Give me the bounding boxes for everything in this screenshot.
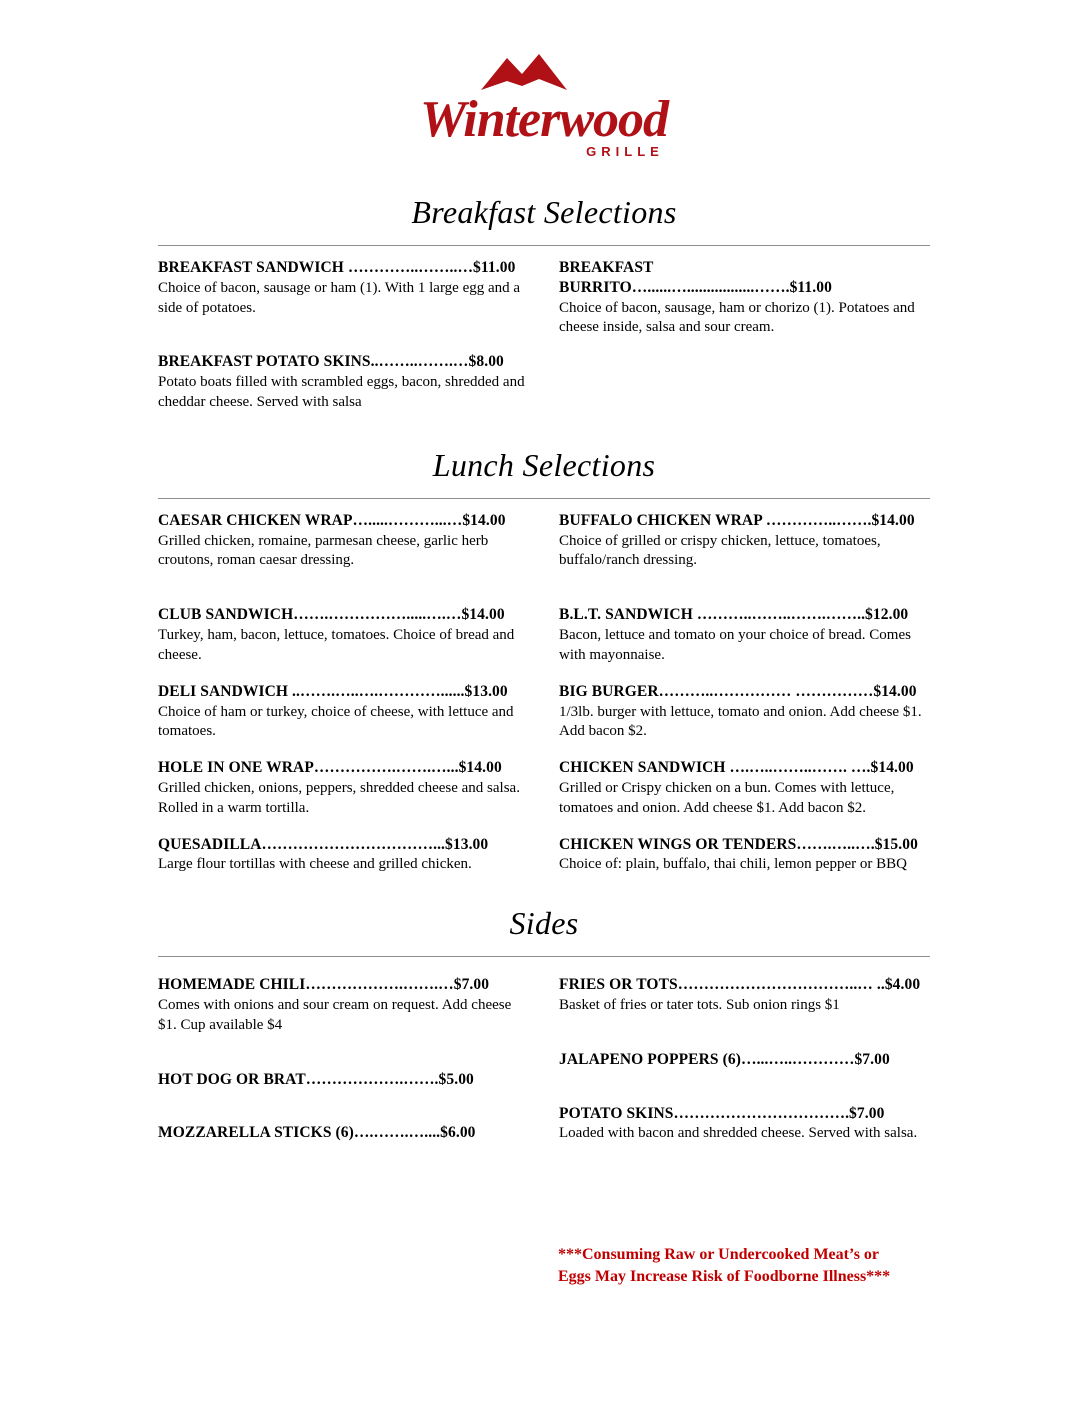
menu-item-description: Grilled chicken, onions, peppers, shredded cheese and salsa. Rolled in a warm tortilla. <box>158 779 520 816</box>
menu-item <box>158 682 529 742</box>
menu-item-title: BIG BURGER………..…………… ……………$14.00 <box>559 682 917 700</box>
sides-column-right <box>559 975 930 1144</box>
menu-item <box>559 975 930 1016</box>
disclaimer-line-1: ***Consuming Raw or Undercooked Meat’s or <box>558 1246 880 1264</box>
menu-item-title: BREAKFAST SANDWICH …………..……..…$11.00 <box>158 259 516 276</box>
menu-item-description: Basket of fries or tater tots. Sub onion rings $1 <box>559 996 840 1013</box>
menu-item-description: Choice of bacon, sausage, ham or chorizo (1). Potatoes and cheese inside, salsa and sour cream. <box>559 299 915 336</box>
menu-item-title: CAESAR CHICKEN WRAP….....………...…$14.00 <box>158 511 506 529</box>
menu-item-title: B.L.T. SANDWICH ………..……..…….……..$12.00 <box>559 606 909 624</box>
menu-item-description: Choice of bacon, sausage or ham (1). With 1 large egg and a side of potatoes. <box>158 279 521 316</box>
section-title-sides: Sides <box>509 905 579 942</box>
menu-item <box>158 1123 529 1143</box>
logo-container <box>0 0 1088 172</box>
menu-item-title: BUFFALO CHICKEN WRAP …………..…….$14.00 <box>559 511 915 529</box>
svg-text:Winterwood: Winterwood <box>419 91 669 148</box>
menu-item <box>559 1104 930 1145</box>
section-divider-lunch <box>158 498 930 499</box>
section-title-breakfast: Breakfast Selections <box>411 194 677 230</box>
menu-item-title: DELI SANDWICH ..…….…..….…………......$13.00 <box>158 682 508 700</box>
lunch-column-right <box>559 511 930 875</box>
menu-item-description: Bacon, lettuce and tomato on your choice of bread. Comes with mayonnaise. <box>559 627 911 663</box>
menu-item-title: MOZZARELLA STICKS (6)….…….…....$6.00 <box>158 1124 476 1142</box>
menu-item-title: BREAKFAST POTATO SKINS..……..…….…$8.00 <box>158 353 504 371</box>
menu-item-description: Grilled chicken, romaine, parmesan cheese, garlic herb croutons, roman caesar dressing. <box>158 532 489 569</box>
menu-item-description: Choice of grilled or crispy chicken, lettuce, tomatoes, buffalo/ranch dressing. <box>559 532 881 569</box>
winterwood-grille-logo <box>389 52 699 172</box>
menu-item <box>158 975 529 1035</box>
breakfast-items <box>158 258 930 413</box>
menu-item-title: CHICKEN SANDWICH ….…..……..……. ….$14.00 <box>559 759 914 777</box>
menu-item <box>559 682 930 742</box>
menu-item-title: QUESADILLA……………………………...$13.00 <box>158 835 489 853</box>
menu-item-description: Choice of ham or turkey, choice of cheese, with lettuce and tomatoes. <box>158 703 514 740</box>
menu-item-description: Comes with onions and sour cream on request. Add cheese $1. Cup available $4 <box>158 996 512 1033</box>
menu-item-description: Turkey, ham, bacon, lettuce, tomatoes. Choice of bread and cheese. <box>158 627 515 663</box>
section-divider-sides <box>158 956 930 957</box>
menu-item-description: Large flour tortillas with cheese and grilled chicken. <box>158 856 472 873</box>
breakfast-column-right <box>559 258 930 338</box>
menu-item <box>158 835 529 876</box>
menu-item-description: Potato boats filled with scrambled eggs, bacon, shredded and cheddar cheese. Served with salsa <box>158 374 525 411</box>
svg-text:GRILLE: GRILLE <box>586 144 664 159</box>
menu-item <box>158 258 529 318</box>
disclaimer-line-2: Eggs May Increase Risk of Foodborne Illness*** <box>558 1267 891 1285</box>
menu-item-title: HOLE IN ONE WRAP…………….…….…...$14.00 <box>158 759 502 777</box>
menu-item <box>559 835 930 876</box>
menu-item <box>158 352 529 412</box>
section-divider-breakfast <box>158 245 930 246</box>
breakfast-column-left <box>158 258 529 413</box>
menu-item-title: POTATO SKINS…………………………….$7.00 <box>559 1104 885 1122</box>
menu-item-title: CLUB SANDWICH…….…………….....….…$14.00 <box>158 606 505 624</box>
section-title-lunch: Lunch Selections <box>432 446 656 483</box>
menu-item-title: BREAKFAST BURRITO…......….................…….$11.00 <box>559 259 832 296</box>
menu-item-description: Grilled or Crispy chicken on a bun. Comes with lettuce, tomatoes and onion. Add cheese $1. Add bacon $2. <box>559 779 895 816</box>
lunch-items <box>158 511 930 875</box>
menu-item-description: 1/3lb. burger with lettuce, tomato and onion. Add cheese $1. Add bacon $2. <box>559 703 922 740</box>
menu-item-title: CHICKEN WINGS OR TENDERS…….…..….$15.00 <box>559 835 918 853</box>
menu-item <box>158 511 529 571</box>
lunch-column-left <box>158 511 529 875</box>
sides-items <box>158 975 930 1144</box>
menu-item <box>559 605 930 665</box>
sides-column-left <box>158 975 529 1143</box>
menu-item-title: HOT DOG OR BRAT……………….…….$5.00 <box>158 1070 474 1088</box>
menu-item <box>559 1050 930 1070</box>
menu-item-title: JALAPENO POPPERS (6)…...…..…………$7.00 <box>559 1050 890 1068</box>
foodborne-illness-disclaimer <box>158 1144 930 1287</box>
menu-item <box>559 758 930 818</box>
menu-item-title: HOMEMADE CHILI……………….…….…$7.00 <box>158 976 490 994</box>
menu-item <box>559 258 930 338</box>
menu-item-title: FRIES OR TOTS……………………………..… ..$4.00 <box>559 976 921 994</box>
menu-item <box>158 1070 529 1090</box>
menu-item-description: Loaded with bacon and shredded cheese. Served with salsa. <box>559 1125 918 1142</box>
menu-item <box>158 758 529 818</box>
menu-item <box>559 511 930 571</box>
menu-item <box>158 605 529 665</box>
menu-item-description: Choice of: plain, buffalo, thai chili, lemon pepper or BBQ <box>559 856 907 873</box>
